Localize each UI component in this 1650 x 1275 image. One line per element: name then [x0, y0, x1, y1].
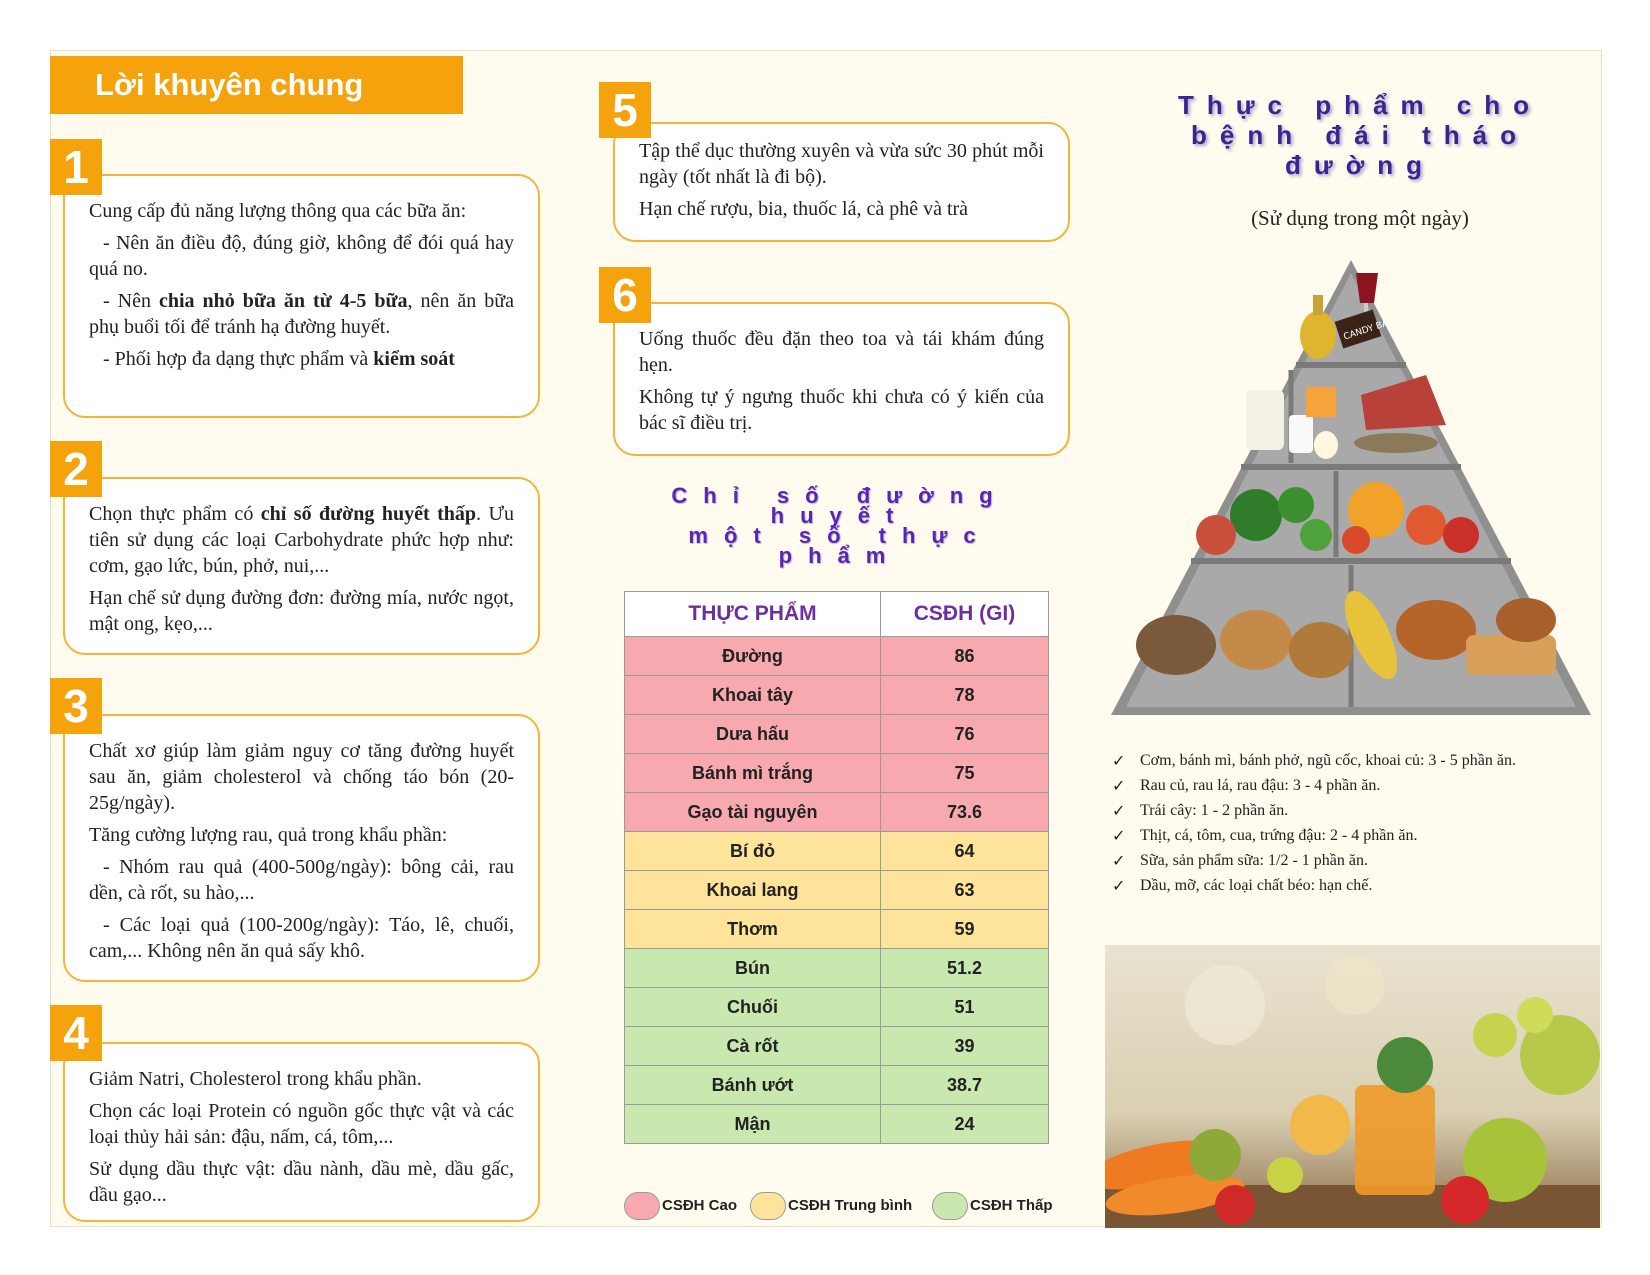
tip-number-2: 2 — [50, 441, 102, 497]
tip-5-text: Hạn chế rượu, bia, thuốc lá, cà phê và trà — [639, 198, 969, 220]
table-row — [625, 1027, 1049, 1066]
tip-box-2 — [63, 477, 540, 655]
tip-number-4: 4 — [50, 1005, 102, 1061]
food-cell: Khoai lang — [625, 871, 881, 910]
list-item: ✓ Thịt, cá, tôm, cua, trứng đậu: 2 - 4 phần ăn. — [1112, 823, 1612, 848]
table-row — [625, 832, 1049, 871]
table-row — [625, 1105, 1049, 1144]
gi-title-line: huyết — [770, 503, 910, 528]
tip-number-3: 3 — [50, 678, 102, 734]
gi-cell: 86 — [881, 637, 1049, 676]
tip-4-text: Sử dụng dầu thực vật: dầu nành, dầu mè, dầu gấc, dầu gạo... — [89, 1158, 514, 1206]
food-cell: Đường — [625, 637, 881, 676]
food-cell: Khoai tây — [625, 676, 881, 715]
table-row — [625, 1066, 1049, 1105]
food-cell: Dưa hấu — [625, 715, 881, 754]
fruits-photo — [1105, 945, 1600, 1228]
col-header-food: THỰC PHẨM — [625, 592, 881, 637]
food-title-line: đường — [1285, 150, 1435, 180]
list-item: ✓ Trái cây: 1 - 2 phần ăn. — [1112, 798, 1612, 823]
tip-1-text: - Nên ăn điều độ, đúng giờ, không để đói quá hay quá no. — [89, 232, 514, 280]
list-item: ✓ Cơm, bánh mì, bánh phở, ngũ cốc, khoai củ: 3 - 5 phần ăn. — [1112, 748, 1612, 773]
gi-cell: 38.7 — [881, 1066, 1049, 1105]
gi-cell: 39 — [881, 1027, 1049, 1066]
tip-box-6 — [613, 302, 1070, 456]
table-row — [625, 715, 1049, 754]
tip-4-text: Chọn các loại Protein có nguồn gốc thực vật và các loại thủy hải sản: đậu, nấm, cá, tôm,... — [89, 1100, 514, 1148]
table-row — [625, 793, 1049, 832]
tip-number-6: 6 — [599, 267, 651, 323]
check-icon: ✓ — [1112, 801, 1126, 820]
check-icon: ✓ — [1112, 851, 1126, 870]
tip-4-text: Giảm Natri, Cholesterol trong khẩu phần. — [89, 1068, 422, 1090]
gi-table — [624, 591, 1049, 1144]
food-cell: Chuối — [625, 988, 881, 1027]
tip-6-text: Không tự ý ngưng thuốc khi chưa có ý kiến của bác sĩ điều trị. — [639, 386, 1044, 434]
food-title-line: bệnh đái tháo — [1191, 120, 1529, 150]
check-icon: ✓ — [1112, 776, 1126, 795]
tip-box-3 — [63, 714, 540, 982]
legend-label-high: CSĐH Cao — [662, 1197, 738, 1214]
tip-5-text: Tập thể dục thường xuyên và vừa sức 30 phút mỗi ngày (tốt nhất là đi bộ). — [639, 140, 1044, 188]
legend-swatch-high — [624, 1192, 660, 1220]
list-item: ✓ Sữa, sản phẩm sữa: 1/2 - 1 phần ăn. — [1112, 848, 1612, 873]
table-row — [625, 910, 1049, 949]
food-cell: Bánh mì trắng — [625, 754, 881, 793]
col-header-gi: CSĐH (GI) — [881, 592, 1049, 637]
legend-label-mid: CSĐH Trung bình — [788, 1197, 913, 1214]
servings-list — [1112, 748, 1612, 898]
tip-6-text: Uống thuốc đều đặn theo toa và tái khám đúng hẹn. — [639, 328, 1044, 376]
tip-1-text: - Nên chia nhỏ bữa ăn từ 4-5 bữa, nên ăn bữa phụ buổi tối để tránh hạ đường huyết. — [89, 290, 514, 338]
tip-box-4 — [63, 1042, 540, 1222]
gi-title — [620, 483, 1060, 568]
food-cell: Gạo tài nguyên — [625, 793, 881, 832]
tip-3-text: - Nhóm rau quả (400-500g/ngày): bông cải, rau dền, cà rốt, su hào,... — [89, 856, 514, 904]
food-cell: Bún — [625, 949, 881, 988]
legend-swatch-low — [932, 1192, 968, 1220]
food-pyramid-title — [1150, 90, 1570, 180]
tip-3-text: - Các loại quả (100-200g/ngày): Táo, lê, chuối, cam,... Không nên ăn quả sấy khô. — [89, 914, 514, 962]
food-cell: Mận — [625, 1105, 881, 1144]
gi-cell: 76 — [881, 715, 1049, 754]
candy-bar-label: CANDY BAR — [1342, 316, 1396, 343]
gi-cell: 78 — [881, 676, 1049, 715]
tip-number-1: 1 — [50, 139, 102, 195]
gi-cell: 64 — [881, 832, 1049, 871]
tip-2-text: Chọn thực phẩm có chỉ số đường huyết thấp. Ưu tiên sử dụng các loại Carbohydrate phức hợp như: cơm, gạo lức, bún, phở, nui,... — [89, 503, 514, 577]
tip-box-5 — [613, 122, 1070, 242]
tip-number-5: 5 — [599, 82, 651, 138]
food-subtitle: (Sử dụng trong một ngày) — [1251, 206, 1469, 230]
list-item: ✓ Rau củ, rau lá, rau đậu: 3 - 4 phần ăn. — [1112, 773, 1612, 798]
table-row — [625, 676, 1049, 715]
gi-cell: 51.2 — [881, 949, 1049, 988]
tip-box-1 — [63, 174, 540, 418]
tip-3-text: Tăng cường lượng rau, quả trong khẩu phần: — [89, 824, 448, 846]
general-advice-header: Lời khuyên chung — [50, 56, 463, 114]
food-cell: Bí đỏ — [625, 832, 881, 871]
gi-cell: 59 — [881, 910, 1049, 949]
tip-2-text: Hạn chế sử dụng đường đơn: đường mía, nước ngọt, mật ong, kẹo,... — [89, 587, 514, 635]
table-row — [625, 871, 1049, 910]
gi-cell: 51 — [881, 988, 1049, 1027]
table-row — [625, 637, 1049, 676]
check-icon: ✓ — [1112, 876, 1126, 895]
food-title-line: Thực phẩm cho — [1177, 90, 1543, 120]
gi-table-header — [625, 592, 1049, 637]
gi-cell: 73.6 — [881, 793, 1049, 832]
check-icon: ✓ — [1112, 751, 1126, 770]
gi-cell: 63 — [881, 871, 1049, 910]
gi-cell: 24 — [881, 1105, 1049, 1144]
food-cell: Thơm — [625, 910, 881, 949]
gi-title-line: Chỉ số đường — [671, 483, 1009, 508]
table-row — [625, 754, 1049, 793]
tip-3-text: Chất xơ giúp làm giảm nguy cơ tăng đường huyết sau ăn, giảm cholesterol và chống táo bón (20-25g/ngày). — [89, 740, 514, 814]
check-icon: ✓ — [1112, 826, 1126, 845]
food-cell: Cà rốt — [625, 1027, 881, 1066]
food-cell: Bánh ướt — [625, 1066, 881, 1105]
list-item: ✓ Dầu, mỡ, các loại chất béo: hạn chế. — [1112, 873, 1612, 898]
tip-1-text: Cung cấp đủ năng lượng thông qua các bữa ăn: — [89, 200, 467, 222]
gi-legend — [624, 1190, 1064, 1222]
tip-1-text: - Phối hợp đa dạng thực phẩm và kiểm soát — [103, 348, 455, 370]
food-pyramid-image — [1106, 255, 1596, 715]
table-row — [625, 949, 1049, 988]
gi-title-line: một số thực — [688, 523, 992, 548]
gi-title-line: phẩm — [778, 543, 902, 568]
gi-cell: 75 — [881, 754, 1049, 793]
legend-label-low: CSĐH Thấp — [970, 1197, 1053, 1214]
legend-swatch-mid — [750, 1192, 786, 1220]
table-row — [625, 988, 1049, 1027]
